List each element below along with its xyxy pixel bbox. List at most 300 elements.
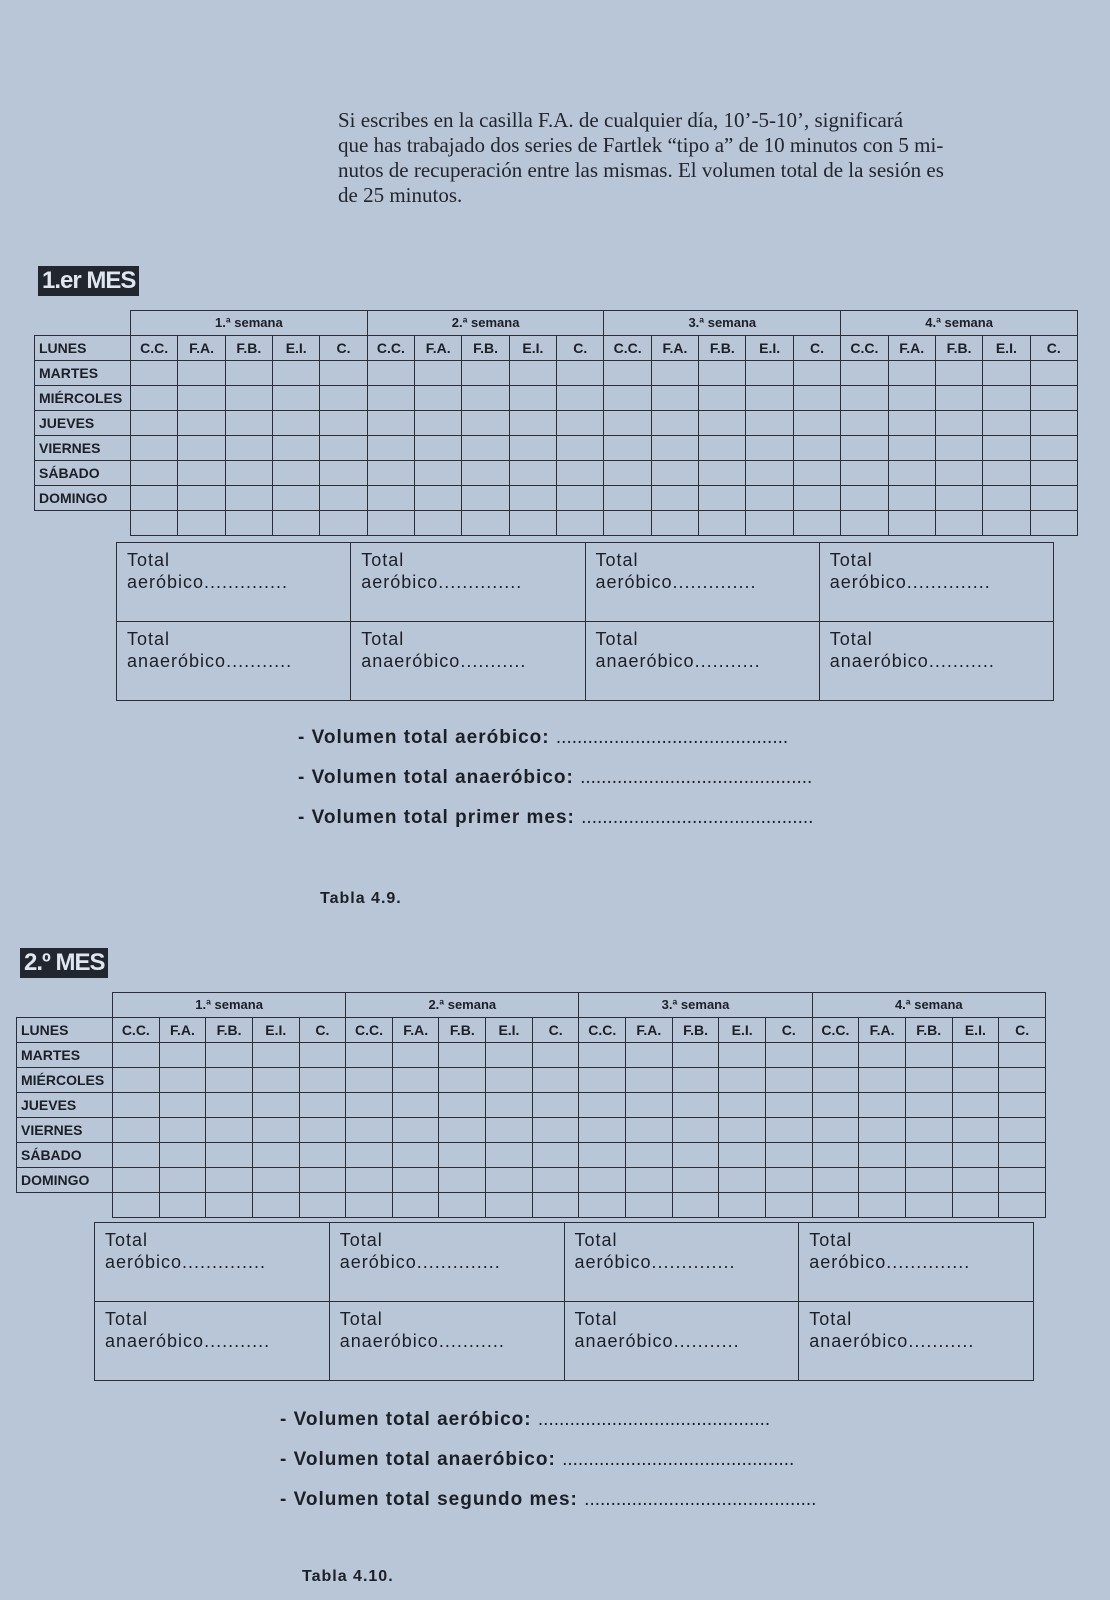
entry-cell[interactable] [462,410,509,435]
entry-cell[interactable] [841,485,888,510]
entry-cell[interactable] [178,385,225,410]
entry-cell[interactable] [935,435,982,460]
entry-cell[interactable] [131,385,178,410]
entry-cell[interactable] [952,1192,999,1217]
fill-line[interactable]: ............................................ [555,727,789,748]
entry-cell[interactable] [299,1142,346,1167]
entry-cell[interactable] [439,1092,486,1117]
entry-cell[interactable] [579,1142,626,1167]
entry-cell[interactable] [952,1167,999,1192]
entry-cell[interactable] [888,460,935,485]
entry-cell[interactable] [509,435,556,460]
entry-cell[interactable] [859,1067,906,1092]
entry-cell[interactable] [651,410,698,435]
entry-cell[interactable] [320,385,367,410]
entry-cell[interactable] [206,1142,253,1167]
entry-cell[interactable] [651,385,698,410]
entry-cell[interactable] [935,385,982,410]
entry-cell[interactable] [626,1167,673,1192]
entry-cell[interactable] [299,1042,346,1067]
entry-cell[interactable] [812,1167,859,1192]
entry-cell[interactable] [486,1042,533,1067]
entry-cell[interactable] [699,435,746,460]
entry-cell[interactable] [346,1192,393,1217]
entry-cell[interactable] [579,1067,626,1092]
entry-cell[interactable] [812,1192,859,1217]
entry-cell[interactable] [252,1117,299,1142]
entry-cell[interactable] [159,1092,206,1117]
entry-cell[interactable] [952,1117,999,1142]
entry-cell[interactable] [273,435,320,460]
entry-cell[interactable] [392,1042,439,1067]
total-anaerobic-cell[interactable] [117,622,351,701]
entry-cell[interactable] [320,410,367,435]
entry-cell[interactable] [225,360,272,385]
entry-cell[interactable] [651,510,698,535]
entry-cell[interactable] [983,360,1030,385]
entry-cell[interactable] [1030,410,1077,435]
entry-cell[interactable] [604,435,651,460]
entry-cell[interactable] [935,485,982,510]
entry-cell[interactable] [672,1092,719,1117]
entry-cell[interactable] [699,410,746,435]
entry-cell[interactable] [462,485,509,510]
entry-cell[interactable] [299,1117,346,1142]
entry-cell[interactable] [367,510,414,535]
entry-cell[interactable] [273,360,320,385]
entry-cell[interactable] [604,385,651,410]
entry-cell[interactable] [532,1067,579,1092]
entry-cell[interactable] [859,1192,906,1217]
entry-cell[interactable] [557,360,604,385]
total-anaerobic-cell[interactable] [819,622,1053,701]
entry-cell[interactable] [841,385,888,410]
total-aerobic-cell[interactable] [819,543,1053,622]
entry-cell[interactable] [651,460,698,485]
entry-cell[interactable] [999,1167,1046,1192]
total-aerobic-cell[interactable] [564,1223,799,1302]
entry-cell[interactable] [439,1167,486,1192]
entry-cell[interactable] [367,410,414,435]
entry-cell[interactable] [320,360,367,385]
entry-cell[interactable] [626,1117,673,1142]
entry-cell[interactable] [462,460,509,485]
entry-cell[interactable] [888,385,935,410]
entry-cell[interactable] [252,1092,299,1117]
entry-cell[interactable] [320,460,367,485]
entry-cell[interactable] [812,1142,859,1167]
entry-cell[interactable] [672,1042,719,1067]
entry-cell[interactable] [699,360,746,385]
entry-cell[interactable] [905,1042,952,1067]
entry-cell[interactable] [486,1092,533,1117]
entry-cell[interactable] [765,1167,812,1192]
entry-cell[interactable] [699,460,746,485]
entry-cell[interactable] [579,1117,626,1142]
total-aerobic-cell[interactable] [329,1223,564,1302]
entry-cell[interactable] [765,1067,812,1092]
entry-cell[interactable] [439,1192,486,1217]
entry-cell[interactable] [462,385,509,410]
entry-cell[interactable] [812,1117,859,1142]
entry-cell[interactable] [719,1192,766,1217]
entry-cell[interactable] [651,435,698,460]
entry-cell[interactable] [1030,460,1077,485]
entry-cell[interactable] [252,1167,299,1192]
entry-cell[interactable] [999,1067,1046,1092]
entry-cell[interactable] [983,460,1030,485]
entry-cell[interactable] [793,360,840,385]
entry-cell[interactable] [719,1142,766,1167]
entry-cell[interactable] [812,1092,859,1117]
entry-cell[interactable] [131,510,178,535]
entry-cell[interactable] [579,1042,626,1067]
entry-cell[interactable] [415,385,462,410]
entry-cell[interactable] [206,1167,253,1192]
total-anaerobic-cell[interactable] [585,622,819,701]
entry-cell[interactable] [206,1092,253,1117]
entry-cell[interactable] [999,1142,1046,1167]
entry-cell[interactable] [793,410,840,435]
entry-cell[interactable] [225,510,272,535]
entry-cell[interactable] [905,1167,952,1192]
entry-cell[interactable] [793,435,840,460]
entry-cell[interactable] [952,1092,999,1117]
entry-cell[interactable] [486,1117,533,1142]
entry-cell[interactable] [299,1092,346,1117]
entry-cell[interactable] [320,510,367,535]
entry-cell[interactable] [509,460,556,485]
entry-cell[interactable] [346,1092,393,1117]
entry-cell[interactable] [159,1192,206,1217]
entry-cell[interactable] [719,1092,766,1117]
entry-cell[interactable] [888,360,935,385]
entry-cell[interactable] [935,360,982,385]
entry-cell[interactable] [1030,435,1077,460]
entry-cell[interactable] [131,460,178,485]
entry-cell[interactable] [225,460,272,485]
entry-cell[interactable] [888,485,935,510]
entry-cell[interactable] [793,510,840,535]
entry-cell[interactable] [392,1067,439,1092]
total-anaerobic-cell[interactable] [799,1302,1034,1381]
entry-cell[interactable] [113,1192,160,1217]
entry-cell[interactable] [746,460,793,485]
total-anaerobic-cell[interactable] [329,1302,564,1381]
entry-cell[interactable] [206,1192,253,1217]
entry-cell[interactable] [367,435,414,460]
entry-cell[interactable] [905,1117,952,1142]
entry-cell[interactable] [113,1142,160,1167]
entry-cell[interactable] [392,1092,439,1117]
entry-cell[interactable] [672,1067,719,1092]
entry-cell[interactable] [999,1092,1046,1117]
entry-cell[interactable] [699,485,746,510]
entry-cell[interactable] [439,1117,486,1142]
entry-cell[interactable] [273,510,320,535]
entry-cell[interactable] [999,1117,1046,1142]
entry-cell[interactable] [719,1117,766,1142]
entry-cell[interactable] [672,1192,719,1217]
entry-cell[interactable] [672,1117,719,1142]
entry-cell[interactable] [159,1067,206,1092]
entry-cell[interactable] [392,1192,439,1217]
entry-cell[interactable] [765,1192,812,1217]
entry-cell[interactable] [509,485,556,510]
entry-cell[interactable] [532,1042,579,1067]
total-aerobic-cell[interactable] [585,543,819,622]
entry-cell[interactable] [746,360,793,385]
entry-cell[interactable] [1030,485,1077,510]
entry-cell[interactable] [509,410,556,435]
entry-cell[interactable] [113,1067,160,1092]
entry-cell[interactable] [273,485,320,510]
entry-cell[interactable] [841,410,888,435]
entry-cell[interactable] [999,1192,1046,1217]
entry-cell[interactable] [225,435,272,460]
entry-cell[interactable] [793,485,840,510]
entry-cell[interactable] [367,360,414,385]
entry-cell[interactable] [178,410,225,435]
entry-cell[interactable] [651,485,698,510]
entry-cell[interactable] [206,1117,253,1142]
entry-cell[interactable] [462,435,509,460]
entry-cell[interactable] [746,485,793,510]
entry-cell[interactable] [812,1042,859,1067]
total-anaerobic-cell[interactable] [564,1302,799,1381]
entry-cell[interactable] [392,1167,439,1192]
entry-cell[interactable] [131,410,178,435]
entry-cell[interactable] [888,435,935,460]
entry-cell[interactable] [604,510,651,535]
entry-cell[interactable] [935,410,982,435]
entry-cell[interactable] [719,1067,766,1092]
entry-cell[interactable] [225,385,272,410]
total-anaerobic-cell[interactable] [95,1302,330,1381]
entry-cell[interactable] [415,485,462,510]
entry-cell[interactable] [699,385,746,410]
entry-cell[interactable] [252,1142,299,1167]
entry-cell[interactable] [346,1067,393,1092]
entry-cell[interactable] [557,510,604,535]
total-anaerobic-cell[interactable] [351,622,585,701]
entry-cell[interactable] [159,1167,206,1192]
entry-cell[interactable] [765,1042,812,1067]
entry-cell[interactable] [415,510,462,535]
entry-cell[interactable] [346,1167,393,1192]
entry-cell[interactable] [999,1042,1046,1067]
entry-cell[interactable] [252,1042,299,1067]
entry-cell[interactable] [651,360,698,385]
entry-cell[interactable] [672,1142,719,1167]
entry-cell[interactable] [299,1167,346,1192]
fill-line[interactable]: ............................................ [580,767,813,788]
entry-cell[interactable] [983,385,1030,410]
entry-cell[interactable] [719,1042,766,1067]
entry-cell[interactable] [131,485,178,510]
entry-cell[interactable] [746,510,793,535]
entry-cell[interactable] [1030,385,1077,410]
entry-cell[interactable] [935,460,982,485]
entry-cell[interactable] [113,1167,160,1192]
entry-cell[interactable] [439,1067,486,1092]
entry-cell[interactable] [225,410,272,435]
entry-cell[interactable] [579,1192,626,1217]
entry-cell[interactable] [252,1067,299,1092]
fill-line[interactable]: ............................................ [537,1409,771,1430]
entry-cell[interactable] [299,1067,346,1092]
entry-cell[interactable] [905,1192,952,1217]
entry-cell[interactable] [626,1042,673,1067]
entry-cell[interactable] [532,1142,579,1167]
entry-cell[interactable] [841,360,888,385]
entry-cell[interactable] [579,1167,626,1192]
entry-cell[interactable] [392,1117,439,1142]
entry-cell[interactable] [812,1067,859,1092]
fill-line[interactable]: ............................................ [584,1489,817,1510]
entry-cell[interactable] [1030,510,1077,535]
entry-cell[interactable] [462,510,509,535]
entry-cell[interactable] [131,360,178,385]
entry-cell[interactable] [178,510,225,535]
fill-line[interactable]: ............................................ [581,807,814,828]
entry-cell[interactable] [604,360,651,385]
entry-cell[interactable] [486,1192,533,1217]
entry-cell[interactable] [626,1142,673,1167]
entry-cell[interactable] [841,460,888,485]
entry-cell[interactable] [859,1167,906,1192]
entry-cell[interactable] [859,1117,906,1142]
entry-cell[interactable] [532,1117,579,1142]
entry-cell[interactable] [178,460,225,485]
entry-cell[interactable] [793,460,840,485]
entry-cell[interactable] [935,510,982,535]
entry-cell[interactable] [557,435,604,460]
entry-cell[interactable] [905,1142,952,1167]
entry-cell[interactable] [859,1092,906,1117]
entry-cell[interactable] [392,1142,439,1167]
fill-line[interactable]: ............................................ [562,1449,795,1470]
entry-cell[interactable] [159,1142,206,1167]
entry-cell[interactable] [905,1092,952,1117]
entry-cell[interactable] [604,460,651,485]
entry-cell[interactable] [346,1042,393,1067]
entry-cell[interactable] [509,510,556,535]
entry-cell[interactable] [486,1067,533,1092]
total-aerobic-cell[interactable] [95,1223,330,1302]
entry-cell[interactable] [439,1142,486,1167]
entry-cell[interactable] [579,1092,626,1117]
entry-cell[interactable] [415,435,462,460]
entry-cell[interactable] [626,1192,673,1217]
entry-cell[interactable] [952,1067,999,1092]
entry-cell[interactable] [113,1042,160,1067]
entry-cell[interactable] [367,460,414,485]
entry-cell[interactable] [178,435,225,460]
entry-cell[interactable] [626,1067,673,1092]
entry-cell[interactable] [746,410,793,435]
entry-cell[interactable] [952,1142,999,1167]
entry-cell[interactable] [159,1117,206,1142]
entry-cell[interactable] [346,1117,393,1142]
entry-cell[interactable] [557,460,604,485]
entry-cell[interactable] [604,485,651,510]
entry-cell[interactable] [206,1042,253,1067]
entry-cell[interactable] [672,1167,719,1192]
entry-cell[interactable] [367,485,414,510]
entry-cell[interactable] [604,410,651,435]
entry-cell[interactable] [509,360,556,385]
entry-cell[interactable] [206,1067,253,1092]
entry-cell[interactable] [367,385,414,410]
entry-cell[interactable] [273,460,320,485]
entry-cell[interactable] [532,1167,579,1192]
entry-cell[interactable] [557,485,604,510]
entry-cell[interactable] [178,360,225,385]
total-aerobic-cell[interactable] [799,1223,1034,1302]
entry-cell[interactable] [793,385,840,410]
entry-cell[interactable] [532,1192,579,1217]
entry-cell[interactable] [225,485,272,510]
entry-cell[interactable] [888,510,935,535]
entry-cell[interactable] [626,1092,673,1117]
entry-cell[interactable] [113,1117,160,1142]
entry-cell[interactable] [859,1142,906,1167]
entry-cell[interactable] [273,410,320,435]
total-aerobic-cell[interactable] [117,543,351,622]
entry-cell[interactable] [159,1042,206,1067]
entry-cell[interactable] [765,1092,812,1117]
entry-cell[interactable] [415,360,462,385]
entry-cell[interactable] [439,1042,486,1067]
entry-cell[interactable] [557,410,604,435]
entry-cell[interactable] [983,510,1030,535]
entry-cell[interactable] [699,510,746,535]
entry-cell[interactable] [983,435,1030,460]
entry-cell[interactable] [557,385,604,410]
entry-cell[interactable] [486,1142,533,1167]
entry-cell[interactable] [532,1092,579,1117]
entry-cell[interactable] [746,435,793,460]
entry-cell[interactable] [178,485,225,510]
entry-cell[interactable] [252,1192,299,1217]
entry-cell[interactable] [486,1167,533,1192]
entry-cell[interactable] [905,1067,952,1092]
entry-cell[interactable] [415,410,462,435]
entry-cell[interactable] [320,485,367,510]
entry-cell[interactable] [320,435,367,460]
total-aerobic-cell[interactable] [351,543,585,622]
entry-cell[interactable] [113,1092,160,1117]
entry-cell[interactable] [983,410,1030,435]
entry-cell[interactable] [952,1042,999,1067]
entry-cell[interactable] [415,460,462,485]
entry-cell[interactable] [131,435,178,460]
entry-cell[interactable] [765,1142,812,1167]
entry-cell[interactable] [509,385,556,410]
entry-cell[interactable] [299,1192,346,1217]
entry-cell[interactable] [765,1117,812,1142]
entry-cell[interactable] [746,385,793,410]
entry-cell[interactable] [273,385,320,410]
entry-cell[interactable] [888,410,935,435]
entry-cell[interactable] [346,1142,393,1167]
entry-cell[interactable] [462,360,509,385]
entry-cell[interactable] [719,1167,766,1192]
entry-cell[interactable] [859,1042,906,1067]
entry-cell[interactable] [983,485,1030,510]
entry-cell[interactable] [841,435,888,460]
